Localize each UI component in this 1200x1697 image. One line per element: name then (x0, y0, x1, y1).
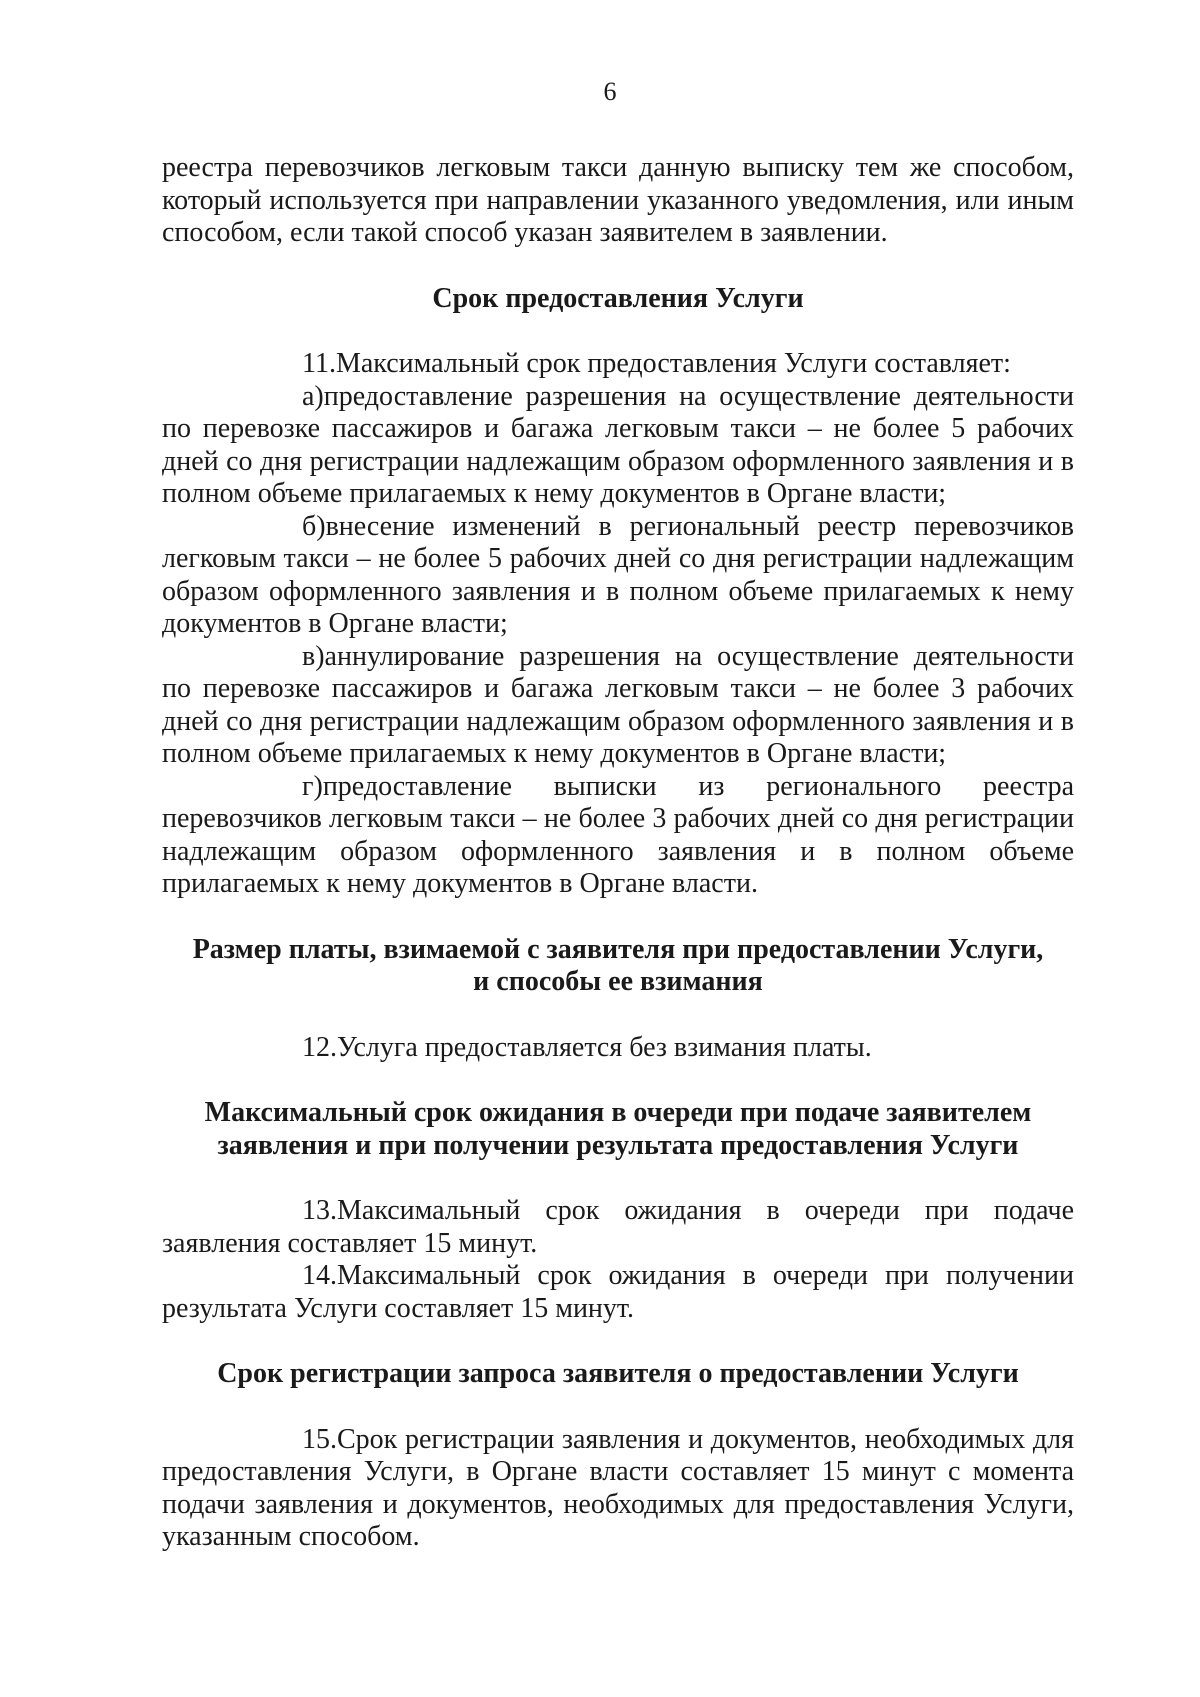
section-fee (162, 934, 1074, 1065)
subitem-g (162, 771, 1074, 901)
subitem-a (162, 381, 1074, 511)
subitem-letter: в) (302, 640, 325, 672)
item-text: Максимальный срок ожидания в очереди при подаче заявления составляет 15 минут. (162, 1195, 1074, 1259)
section-heading-queue-line1: Максимальный срок ожидания в очереди при подаче заявителем (204, 1097, 1032, 1128)
subitem-text: аннулирование разрешения на осуществление деятельности по перевозке пассажиров и багажа легковым такси – не более 3 рабочих дней со дня регистрации надлежащим образом оформленного заявления и в полном объеме прилагаемых к нему документов в Органе власти; (162, 640, 1074, 769)
section-queue (162, 1097, 1074, 1325)
subitem-letter: г) (302, 770, 323, 802)
section-heading-term: Срок предоставления Услуги (432, 282, 804, 314)
item-15 (162, 1424, 1074, 1554)
subitem-b (162, 511, 1074, 641)
subitem-text: предоставление выписки из регионального реестра перевозчиков легковым такси – не более 3 рабочих дней со дня регистрации надлежащим образом оформленного заявления и в полном объеме прилагаемых к нему документов в Органе власти. (162, 770, 1074, 899)
item-number: 13. (302, 1195, 337, 1226)
item-number: 12. (302, 1031, 337, 1063)
subitem-v (162, 641, 1074, 771)
item-12 (162, 1032, 1074, 1065)
subitem-text: предоставление разрешения на осуществление деятельности по перевозке пассажиров и багажа легковым такси – не более 5 рабочих дней со дня регистрации надлежащим образом оформленного заявления и в полном объеме прилагаемых к нему документов в Органе власти; (162, 380, 1074, 509)
item-text: Максимальный срок предоставления Услуги составляет: (335, 348, 1011, 379)
item-13 (162, 1195, 1074, 1260)
section-heading-registration: Срок регистрации запроса заявителя о предоставлении Услуги (217, 1358, 1019, 1389)
subitem-text: внесение изменений в региональный реестр перевозчиков легковым такси – не более 5 рабочих дней со дня регистрации надлежащим образом оформленного заявления и в полном объеме прилагаемых к нему документов в Органе власти; (162, 510, 1074, 639)
item-14 (162, 1260, 1074, 1325)
item-text: Услуга предоставляется без взимания платы. (337, 1031, 872, 1063)
section-heading-fee-line1: Размер платы, взимаемой с заявителя при предоставлении Услуги, (192, 933, 1044, 965)
subitem-letter: а) (302, 380, 324, 412)
section-heading-queue-line2: заявления и при получении результата предоставления Услуги (217, 1129, 1019, 1161)
item-number: 14. (302, 1260, 337, 1291)
page-content (162, 152, 1074, 1554)
item-number: 11. (302, 348, 336, 379)
item-text: Максимальный срок ожидания в очереди при получении результата Услуги составляет 15 минут. (162, 1260, 1074, 1324)
section-heading-fee-line2: и способы ее взимания (473, 966, 763, 997)
item-text: Срок регистрации заявления и документов, необходимых для предоставления Услуги, в Органе власти составляет 15 минут с момента подачи заявления и документов, необходимых для предоставления Услуги, указанным способом. (162, 1423, 1074, 1552)
subitem-letter: б) (302, 510, 326, 542)
page-number: 6 (603, 77, 617, 106)
item-number: 15. (302, 1423, 337, 1455)
section-registration (162, 1358, 1074, 1554)
item-11 (162, 348, 1074, 381)
section-term (162, 283, 1074, 901)
intro-paragraph: реестра перевозчиков легковым такси данную выписку тем же способом, который используется при направлении указанного уведомления, или иным способом, если такой способ указан заявителем в заявлении. (162, 152, 1074, 248)
